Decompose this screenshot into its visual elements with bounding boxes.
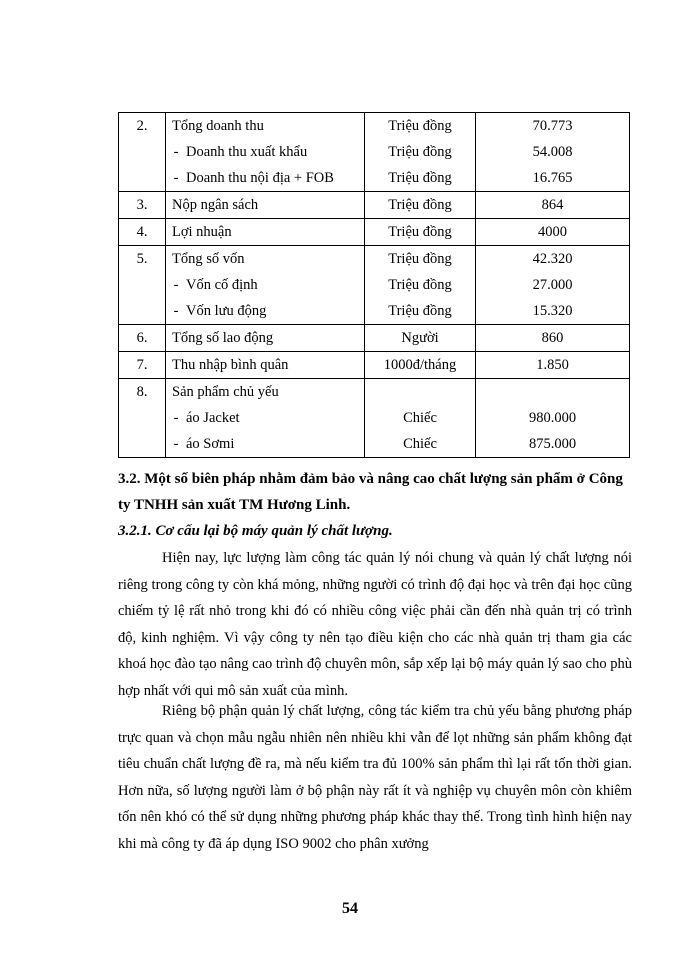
- indicator-label: Sản phẩm chủ yếu: [172, 384, 279, 400]
- indicator-label: áo Jacket: [186, 410, 240, 426]
- value-cell: [476, 325, 630, 352]
- sub-item-marker: -: [173, 303, 179, 319]
- value-cell: [476, 246, 630, 325]
- sub-indicator-name: [166, 298, 364, 324]
- unit-label: Chiếc: [403, 436, 437, 452]
- unit-label: Chiếc: [403, 410, 437, 426]
- sub-item-marker: -: [173, 144, 179, 160]
- unit-label: Triệu đồng: [388, 277, 452, 293]
- unit-label: [365, 379, 475, 405]
- value-label: 864: [541, 197, 564, 213]
- unit-cell: [365, 192, 476, 219]
- value-label: 70.773: [532, 118, 573, 134]
- indicator-cell: [166, 352, 365, 379]
- value-label: 4000: [538, 224, 567, 240]
- sub-indicator-name: [166, 272, 364, 298]
- sub-item-marker: -: [173, 436, 179, 452]
- unit-cell: [365, 113, 476, 192]
- indicator-name: [166, 246, 364, 272]
- unit-cell: [365, 325, 476, 352]
- sub-indicator-name: [166, 405, 364, 431]
- row-number-cell: [119, 352, 166, 379]
- indicator-name: [166, 113, 364, 139]
- indicator-cell: [166, 246, 365, 325]
- sub-item-marker: -: [173, 170, 179, 186]
- subsection-heading: 3.2.1. Cơ cấu lại bộ máy quản lý chất lượng.: [118, 523, 393, 539]
- unit-label: Triệu đồng: [388, 118, 452, 134]
- statistics-table: [118, 112, 630, 458]
- unit-label: Người: [401, 330, 439, 346]
- indicator-label: Nộp ngân sách: [172, 197, 259, 213]
- sub-indicator-name: [166, 431, 364, 457]
- row-number-cell: [119, 379, 166, 458]
- row-number-cell: [119, 219, 166, 246]
- value-label: 54.008: [532, 144, 573, 160]
- value-label: 16.765: [532, 170, 573, 186]
- indicator-name: [166, 219, 364, 245]
- sub-indicator-name: [166, 139, 364, 165]
- row-number-cell: [119, 246, 166, 325]
- unit-label: Triệu đồng: [388, 144, 452, 160]
- unit-cell: [365, 219, 476, 246]
- indicator-label: Tổng số lao động: [172, 330, 274, 346]
- indicator-label: Tổng doanh thu: [172, 118, 264, 134]
- table-row: [119, 325, 630, 352]
- sub-indicator-name: [166, 165, 364, 191]
- row-number: 2.: [136, 118, 148, 134]
- value-label: 15.320: [532, 303, 573, 319]
- sub-item-marker: -: [173, 410, 179, 426]
- row-number: 6.: [136, 330, 148, 346]
- unit-label: Triệu đồng: [388, 224, 452, 240]
- unit-label: Triệu đồng: [388, 303, 452, 319]
- indicator-label: Doanh thu xuất khẩu: [186, 144, 308, 160]
- indicator-cell: [166, 219, 365, 246]
- value-label: 980.000: [528, 410, 577, 426]
- section-heading: 3.2. Một số biên pháp nhằm đảm bảo và nâng cao chất lượng sản phẩm ở Công ty TNHH sản xuất TM Hương Linh.: [118, 471, 623, 513]
- unit-label: Triệu đồng: [388, 251, 452, 267]
- table-row: [119, 352, 630, 379]
- indicator-name: [166, 325, 364, 351]
- indicator-cell: [166, 192, 365, 219]
- row-number-cell: [119, 113, 166, 192]
- indicator-label: Doanh thu nội địa + FOB: [186, 170, 334, 186]
- value-label: 860: [541, 330, 564, 346]
- value-label: 1.850: [536, 357, 569, 373]
- row-number-cell: [119, 325, 166, 352]
- indicator-label: áo Sơmi: [186, 436, 235, 452]
- value-label: 875.000: [528, 436, 577, 452]
- indicator-name: [166, 352, 364, 378]
- row-number: 7.: [136, 357, 148, 373]
- indicator-label: Tổng số vốn: [172, 251, 245, 267]
- indicator-label: Thu nhập bình quân: [172, 357, 289, 373]
- table-row: [119, 219, 630, 246]
- row-number: 8.: [136, 384, 148, 400]
- row-number-cell: [119, 192, 166, 219]
- table-row: [119, 192, 630, 219]
- paragraph-2: Riêng bộ phận quản lý chất lượng, công tác kiểm tra chủ yếu bằng phương pháp trực quan và chọn mẫu ngẫu nhiên nên nhiều khi vẫn để lọt những sản phẩm không đạt tiêu chuẩn chất lượng đề ra, mà nếu kiểm tra đủ 100% sản phẩm thì lại rất tốn thời gian. Hơn nữa, số lượng người làm ở bộ phận này rất ít và nghiệp vụ chuyên môn còn khiêm tốn nên khó có thể sử dụng những phương pháp khác thay thế. Trong tình hình hiện nay khi mà công ty đã áp dụng ISO 9002 cho phân xưởng: [118, 703, 632, 852]
- unit-cell: [365, 379, 476, 458]
- row-number: 4.: [136, 224, 148, 240]
- indicator-cell: [166, 113, 365, 192]
- table-row: [119, 379, 630, 458]
- value-cell: [476, 192, 630, 219]
- paragraph-1: Hiện nay, lực lượng làm công tác quản lý nói chung và quản lý chất lượng nói riêng trong công ty còn khá mỏng, những người có trình độ đại học và trên đại học cũng chiếm tỷ lệ rất nhỏ trong khi đó có nhiều công việc phải cần đến nhà quản trị có trình độ, kinh nghiệm. Vì vậy công ty nên tạo điều kiện cho các nhà quản trị tham gia các khoá học đào tạo nâng cao trình độ chuyên môn, sắp xếp lại bộ máy quản lý sao cho phù hợp nhất với qui mô sản xuất của mình.: [118, 550, 632, 699]
- sub-item-marker: -: [173, 277, 179, 293]
- unit-cell: [365, 352, 476, 379]
- indicator-label: Lợi nhuận: [172, 224, 232, 240]
- value-cell: [476, 113, 630, 192]
- value-cell: [476, 352, 630, 379]
- value-label: 42.320: [532, 251, 573, 267]
- value-label: [476, 379, 629, 405]
- value-cell: [476, 379, 630, 458]
- unit-label: 1000đ/tháng: [383, 357, 457, 373]
- statistics-table-body: [119, 113, 630, 458]
- indicator-label: Vốn cố định: [186, 277, 258, 293]
- table-row: [119, 113, 630, 192]
- value-label: 27.000: [532, 277, 573, 293]
- indicator-cell: [166, 325, 365, 352]
- unit-cell: [365, 246, 476, 325]
- row-number: 5.: [136, 251, 148, 267]
- value-cell: [476, 219, 630, 246]
- indicator-label: Vốn lưu động: [186, 303, 267, 319]
- indicator-name: [166, 192, 364, 218]
- unit-label: Triệu đồng: [388, 197, 452, 213]
- table-row: [119, 246, 630, 325]
- page-number: 54: [342, 900, 358, 917]
- indicator-cell: [166, 379, 365, 458]
- unit-label: Triệu đồng: [388, 170, 452, 186]
- row-number: 3.: [136, 197, 148, 213]
- indicator-name: [166, 379, 364, 405]
